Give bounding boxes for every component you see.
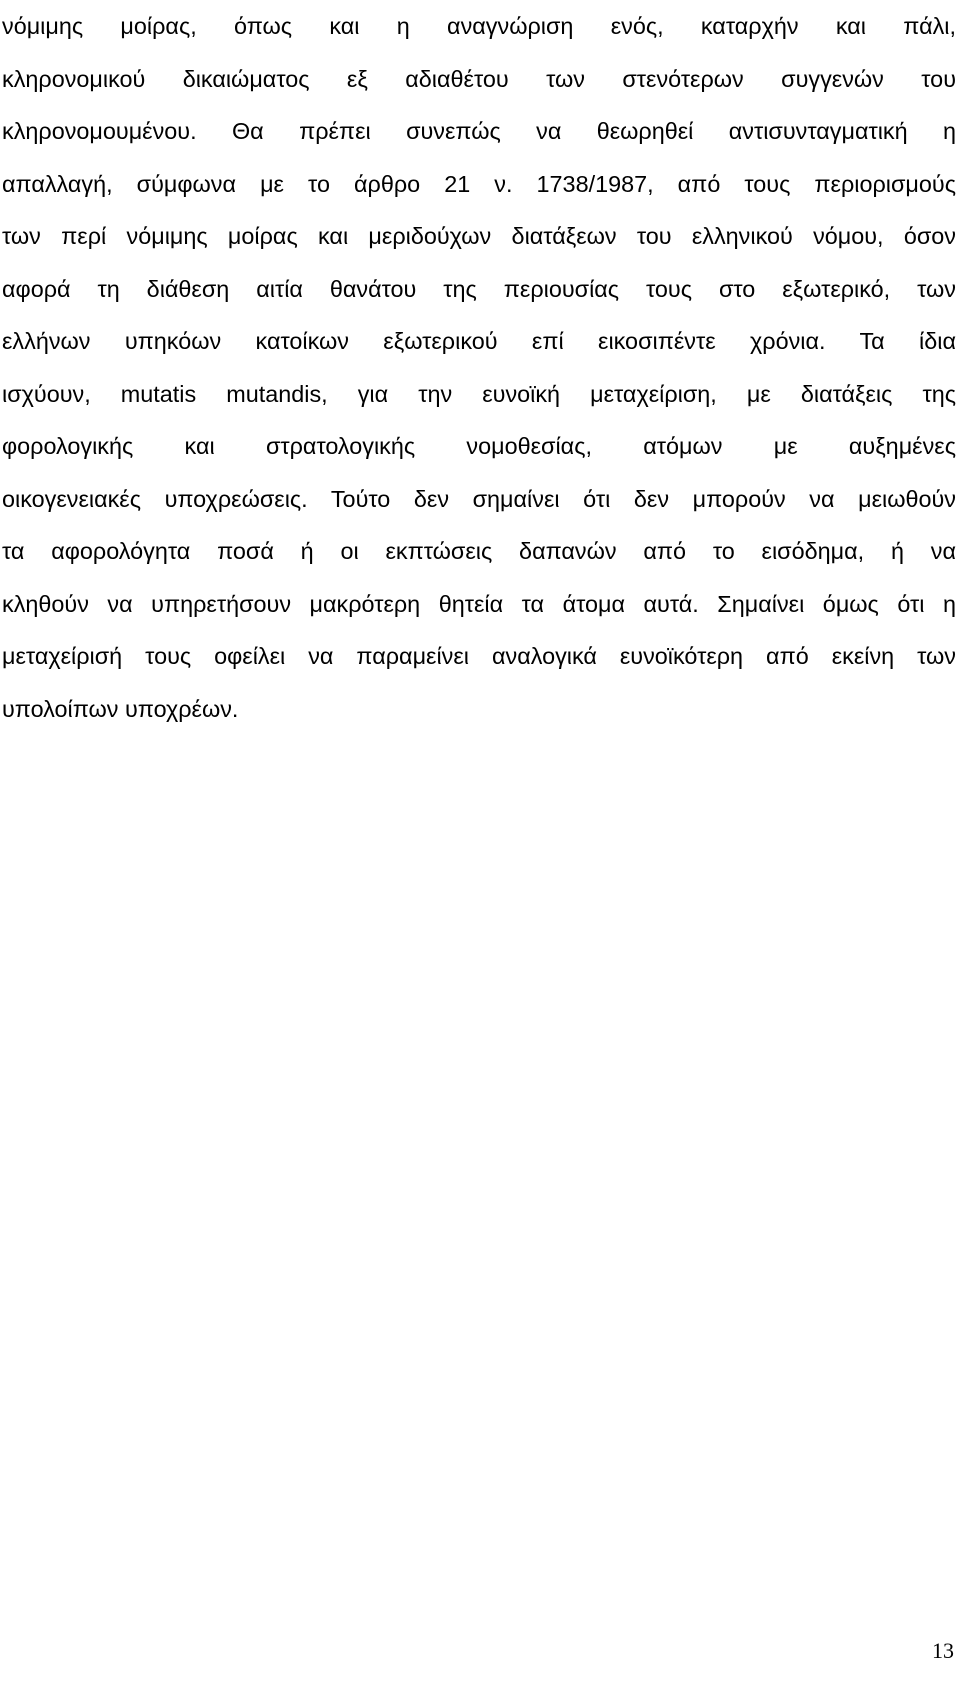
page-number: 13	[932, 1638, 954, 1663]
paragraph-line: απαλλαγή, σύμφωνα με το άρθρο 21 ν. 1738/1987, από τους περιορισμούς	[2, 170, 956, 197]
paragraph-line: ελλήνων υπηκόων κατοίκων εξωτερικού επί εικοσιπέντε χρόνια. Τα ίδια	[2, 328, 956, 354]
paragraph-line: κληρονομικού δικαιώματος εξ αδιαθέτου των στενότερων συγγενών του	[2, 65, 956, 92]
paragraph-line: τα αφορολόγητα ποσά ή οι εκπτώσεις δαπανών από το εισόδημα, ή να	[2, 538, 956, 564]
paragraph-line: οικογενειακές υποχρεώσεις. Τούτο δεν σημαίνει ότι δεν μπορούν να μειωθούν	[2, 485, 956, 512]
paragraph-line: φορολογικής και στρατολογικής νομοθεσίας, ατόμων με αυξημένες	[2, 433, 956, 459]
body-paragraph	[2, 0, 956, 735]
paragraph-line: νόμιμης μοίρας, όπως και η αναγνώριση ενός, καταρχήν και πάλι,	[2, 13, 956, 39]
paragraph-line: κληρονομουμένου. Θα πρέπει συνεπώς να θεωρηθεί αντισυνταγματική η	[2, 118, 956, 144]
paragraph-line: κληθούν να υπηρετήσουν μακρότερη θητεία τα άτομα αυτά. Σημαίνει όμως ότι η	[2, 590, 956, 617]
paragraph-line: μεταχείρισή τους οφείλει να παραμείνει αναλογικά ευνοϊκότερη από εκείνη των	[2, 643, 956, 669]
paragraph-line: ισχύουν, mutatis mutandis, για την ευνοϊκή μεταχείριση, με διατάξεις της	[2, 380, 956, 407]
paragraph-line: των περί νόμιμης μοίρας και μεριδούχων διατάξεων του ελληνικού νόμου, όσον	[2, 223, 956, 249]
paragraph-line: αφορά τη διάθεση αιτία θανάτου της περιουσίας τους στο εξωτερικό, των	[2, 275, 956, 302]
paragraph-line: υπολοίπων υποχρέων.	[2, 695, 239, 722]
